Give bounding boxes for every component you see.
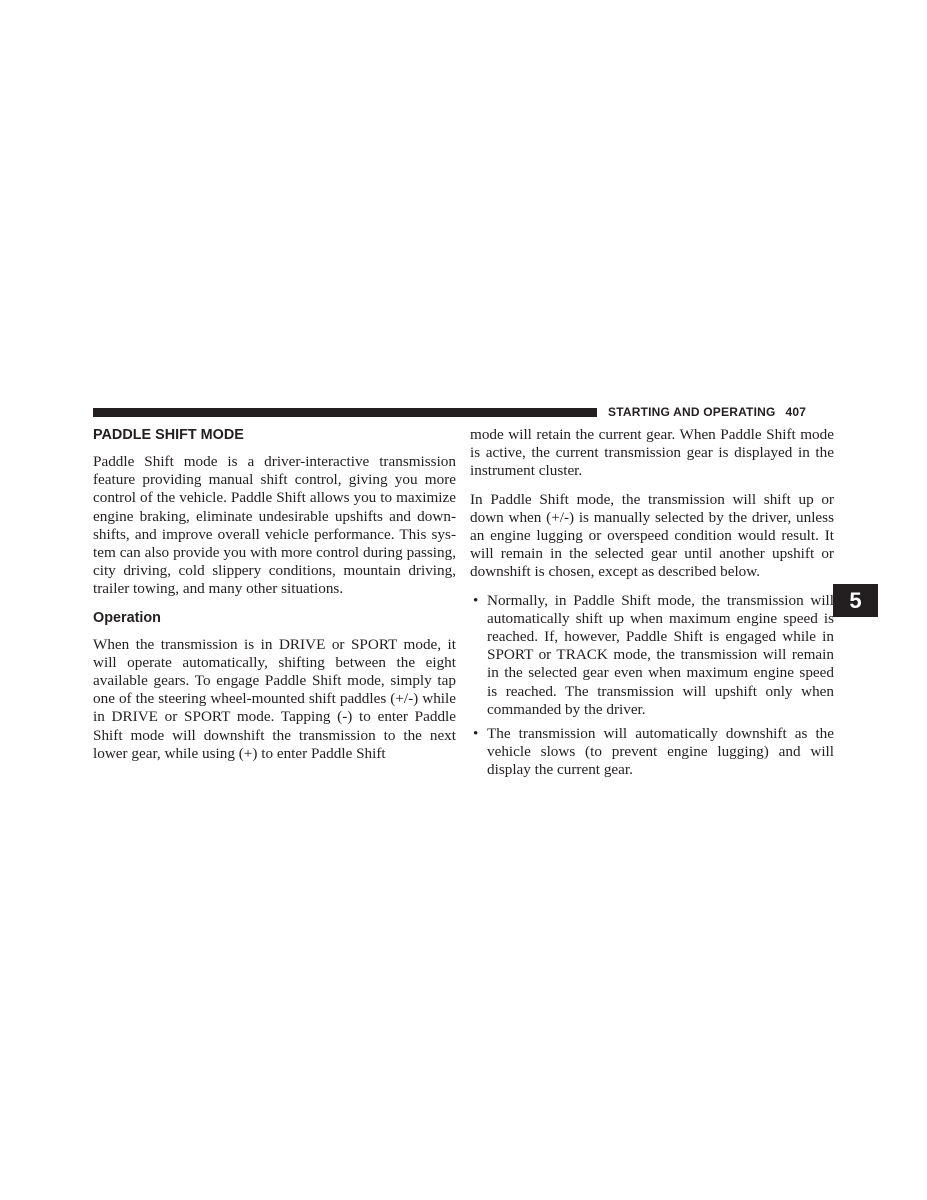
bullet-item-upshift	[470, 592, 834, 719]
header-section-title: STARTING AND OPERATING	[608, 405, 776, 419]
bullet-list	[470, 592, 834, 780]
bullet-text: The transmission will automatically downshift as the vehicle slows (to prevent engine lugging) and will display the current gear.	[487, 725, 834, 779]
left-column	[93, 426, 456, 773]
bullet-icon: •	[473, 725, 479, 743]
continuation-paragraph: mode will retain the current gear. When Paddle Shift mode is active, the current transmission gear is displayed in the instrument cluster.	[470, 426, 834, 480]
running-header	[608, 405, 806, 419]
bullet-icon: •	[473, 591, 479, 609]
page-number: 407	[785, 405, 807, 419]
section-heading: PADDLE SHIFT MODE	[93, 427, 244, 443]
header-rule	[93, 408, 597, 417]
bullet-item-downshift	[470, 725, 834, 780]
operation-subheading: Operation	[93, 609, 161, 626]
operation-paragraph: When the transmission is in DRIVE or SPORT mode, it will operate automatically, shifting between the eight available gears. To engage Paddle Shift mode, simply tap one of the steering wheel-mounted shift paddles (+/-) while in DRIVE or SPORT mode. Tapping (-) to enter Paddle Shift mode will downshift the transmission to the next lower gear, while using (+) to enter Paddle Shift	[93, 635, 456, 762]
shift-paragraph: In Paddle Shift mode, the transmission will shift up or down when (+/-) is manually selected by the driver, unless an engine lugging or overspeed condition would result. It will remain in the selected gear until another upshift or downshift is chosen, except as described below.	[470, 490, 834, 581]
bullet-text: Normally, in Paddle Shift mode, the transmission will automatically shift up when maximum engine speed is reached. If, however, Paddle Shift is engaged while in SPORT or TRACK mode, the transmission will remain in the selected gear even when maximum engine speed is reached. The transmission will upshift only when commanded by the driver.	[487, 591, 834, 718]
intro-paragraph: Paddle Shift mode is a driver-interactive transmission feature providing manual shift control, giving you more control of the vehicle. Paddle Shift allows you to maximize engine braking, eliminate undesirable upshifts and downshifts, and improve overall vehicle performance. This system can also provide you with more control during passing, city driving, cold slippery conditions, mountain driving, trailer towing, and many other situations.	[93, 453, 456, 598]
chapter-tab: 5	[833, 584, 878, 617]
right-column	[470, 426, 834, 786]
